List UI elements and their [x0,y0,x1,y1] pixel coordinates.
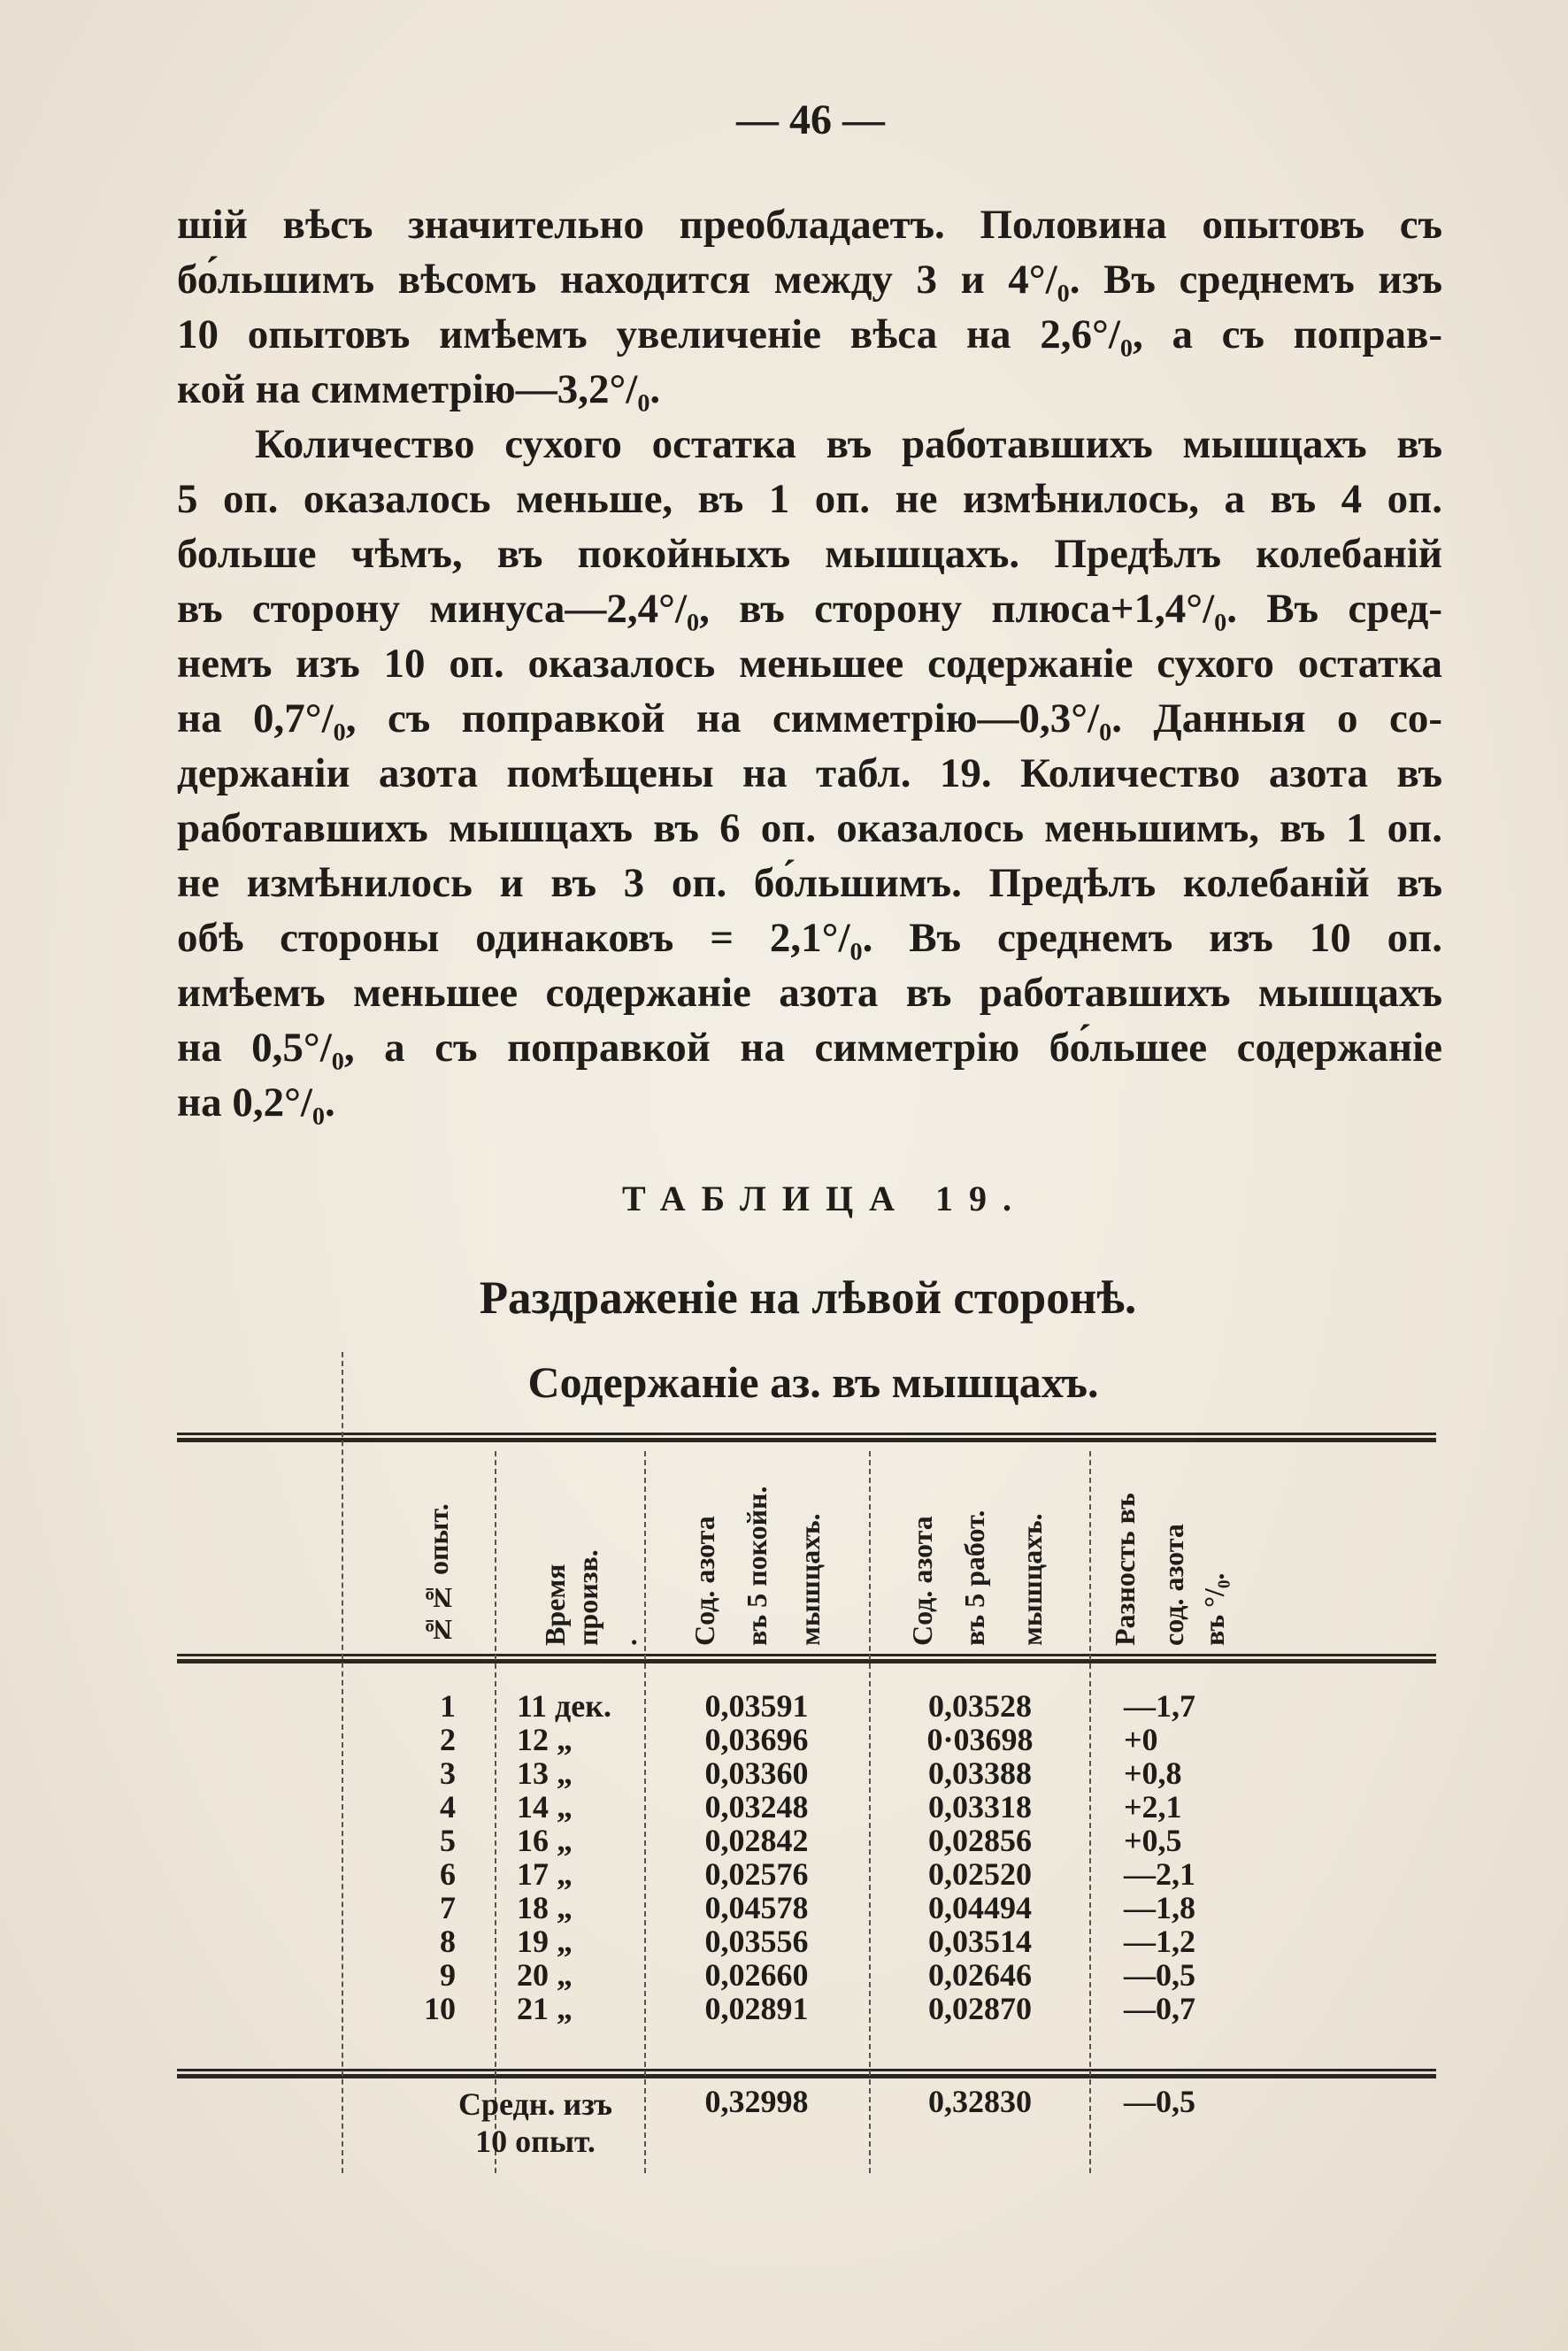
summary-label-line: Средн. изъ [457,2086,613,2122]
cell-date: 13 „ [517,1756,573,1791]
table-row [0,1824,1568,1857]
cell-difference: —0,7 [1124,1991,1195,2026]
cell-nitrogen-rest: 0,02842 [704,1823,809,1858]
table-row [0,1723,1568,1756]
cell-difference: —1,7 [1124,1688,1195,1724]
cell-nitrogen-work: 0,04494 [928,1890,1032,1925]
text-line: держаніи азота помѣщены на табл. 19. Количество азота въ [177,750,1442,796]
cell-experiment-number: 10 [424,1991,456,2026]
text-line: Количество сухого остатка въ работавшихъ мышцахъ въ [255,421,1442,467]
text-line: имѣемъ меньшее содержаніе азота въ работавшихъ мышцахъ [177,970,1442,1016]
cell-date: 12 „ [517,1722,573,1757]
cell-experiment-number: 1 [440,1688,456,1724]
cell-nitrogen-work: 0,02856 [928,1823,1032,1858]
table-rule-double [177,2069,1436,2078]
cell-experiment-number: 9 [440,1957,456,1993]
cell-nitrogen-rest: 0,02660 [704,1957,809,1993]
cell-date: 19 „ [517,1924,573,1959]
column-header-line: Разность въ [1109,1493,1141,1646]
table-rule-double [177,1433,1436,1442]
column-header-line: произв. [572,1549,603,1646]
cell-nitrogen-rest: 0,03591 [704,1688,809,1724]
cell-difference: +2,1 [1124,1789,1182,1825]
cell-date: 11 дек. [517,1688,611,1724]
cell-nitrogen-work: 0,03318 [928,1789,1032,1825]
cell-experiment-number: 2 [440,1722,456,1757]
cell-experiment-number: 7 [440,1890,456,1925]
table-row [0,1756,1568,1790]
summary-value-nitrogen-rest: 0,32998 [704,2084,809,2119]
column-header-line: №№ опыт. [422,1503,454,1646]
table-row [0,1925,1568,1958]
text-line: на 0,5°/₀, а съ поправкой на симметрію бо́льшее содержаніе [177,1025,1442,1071]
table-row [0,1689,1568,1723]
body-text [177,197,1442,1135]
text-line: больше чѣмъ, въ покойныхъ мышцахъ. Предѣлъ колебаній [177,531,1442,577]
cell-date: 14 „ [517,1789,573,1825]
column-header-line: въ 5 работ. [958,1510,990,1646]
column-header-line: Время [539,1563,571,1646]
text-line: на 0,7°/₀, съ поправкой на симметрію—0,3°/₀. Данныя о со- [177,695,1442,741]
cell-nitrogen-rest: 0,02891 [704,1991,809,2026]
column-header-line: . [611,1639,642,1646]
column-header-line: Сод. азота [906,1516,938,1646]
text-line: кой на симметрію—3,2°/₀. [177,366,661,412]
cell-nitrogen-rest: 0,03556 [704,1924,809,1959]
text-line: немъ изъ 10 оп. оказалось меньшее содержаніе сухого остатка [177,641,1442,687]
summary-value-difference: —0,5 [1124,2084,1195,2119]
column-header-line: въ 5 покойн. [741,1486,772,1646]
summary-value-nitrogen-work: 0,32830 [928,2084,1032,2119]
cell-nitrogen-work: 0,02870 [928,1991,1032,2026]
cell-difference: —2,1 [1124,1856,1195,1892]
text-line: на 0,2°/₀. [177,1079,335,1126]
cell-nitrogen-work: 0,02520 [928,1856,1032,1892]
cell-nitrogen-rest: 0,03696 [704,1722,809,1757]
cell-nitrogen-rest: 0,03248 [704,1789,809,1825]
cell-nitrogen-work: 0,03514 [928,1924,1032,1959]
text-line: 10 опытовъ имѣемъ увеличеніе вѣса на 2,6°/₀, а съ поправ- [177,311,1442,357]
text-line: бо́льшимъ вѣсомъ находится между 3 и 4°/₀. Въ среднемъ изъ [177,257,1442,303]
text-line: не измѣнилось и въ 3 оп. бо́льшимъ. Предѣлъ колебаній въ [177,860,1442,906]
cell-date: 18 „ [517,1890,573,1925]
table-subtitle: Раздраженіе на лѣвой сторонѣ. [479,1272,1137,1324]
table-row [0,1958,1568,1992]
cell-difference: —1,2 [1124,1924,1195,1959]
cell-date: 17 „ [517,1856,573,1892]
text-line: въ сторону минуса—2,4°/₀, въ сторону плюса+1,4°/₀. Въ сред- [177,586,1442,632]
cell-experiment-number: 8 [440,1924,456,1959]
column-header-line: мышцахъ. [794,1513,826,1646]
cell-difference: +0,5 [1124,1823,1182,1858]
cell-nitrogen-work: 0·03698 [926,1722,1034,1757]
table-rule-double [177,1654,1436,1663]
cell-date: 20 „ [517,1957,573,1993]
column-header-line: сод. азота [1157,1524,1189,1646]
text-line: 5 оп. оказалось меньше, въ 1 оп. не измѣнилось, а въ 4 оп. [177,476,1442,522]
column-header-line: мышцахъ. [1016,1513,1048,1646]
table-row [0,1992,1568,2025]
cell-experiment-number: 6 [440,1856,456,1892]
text-line: шій вѣсъ значительно преобладаетъ. Половина опытовъ съ [177,202,1442,248]
cell-nitrogen-work: 0,03528 [928,1688,1032,1724]
cell-difference: +0 [1124,1722,1158,1757]
cell-nitrogen-work: 0,03388 [928,1756,1032,1791]
cell-experiment-number: 3 [440,1756,456,1791]
page-number: — 46 — [736,96,885,143]
column-header-line: въ °/₀. [1198,1572,1230,1646]
cell-nitrogen-rest: 0,03360 [704,1756,809,1791]
cell-difference: +0,8 [1124,1756,1182,1791]
cell-date: 21 „ [517,1991,573,2026]
column-header-line: Сод. азота [688,1516,720,1646]
cell-nitrogen-work: 0,02646 [928,1957,1032,1993]
cell-difference: —0,5 [1124,1957,1195,1993]
summary-values [0,2085,1568,2118]
cell-nitrogen-rest: 0,02576 [704,1856,809,1892]
table-title: ТАБЛИЦА 19. [622,1179,1027,1218]
cell-nitrogen-rest: 0,04578 [704,1890,809,1925]
table-row [0,1790,1568,1824]
table-row [0,1857,1568,1891]
summary-label-line: 10 опыт. [475,2124,596,2159]
cell-experiment-number: 4 [440,1789,456,1825]
table-group-header: Содержаніе аз. въ мышцахъ. [527,1357,1099,1407]
table-row [0,1891,1568,1925]
cell-difference: —1,8 [1124,1890,1195,1925]
cell-experiment-number: 5 [440,1823,456,1858]
text-line: работавшихъ мышцахъ въ 6 оп. оказалось меньшимъ, въ 1 оп. [177,805,1442,851]
text-line: обѣ стороны одинаковъ = 2,1°/₀. Въ среднемъ изъ 10 оп. [177,915,1442,961]
cell-date: 16 „ [517,1823,573,1858]
